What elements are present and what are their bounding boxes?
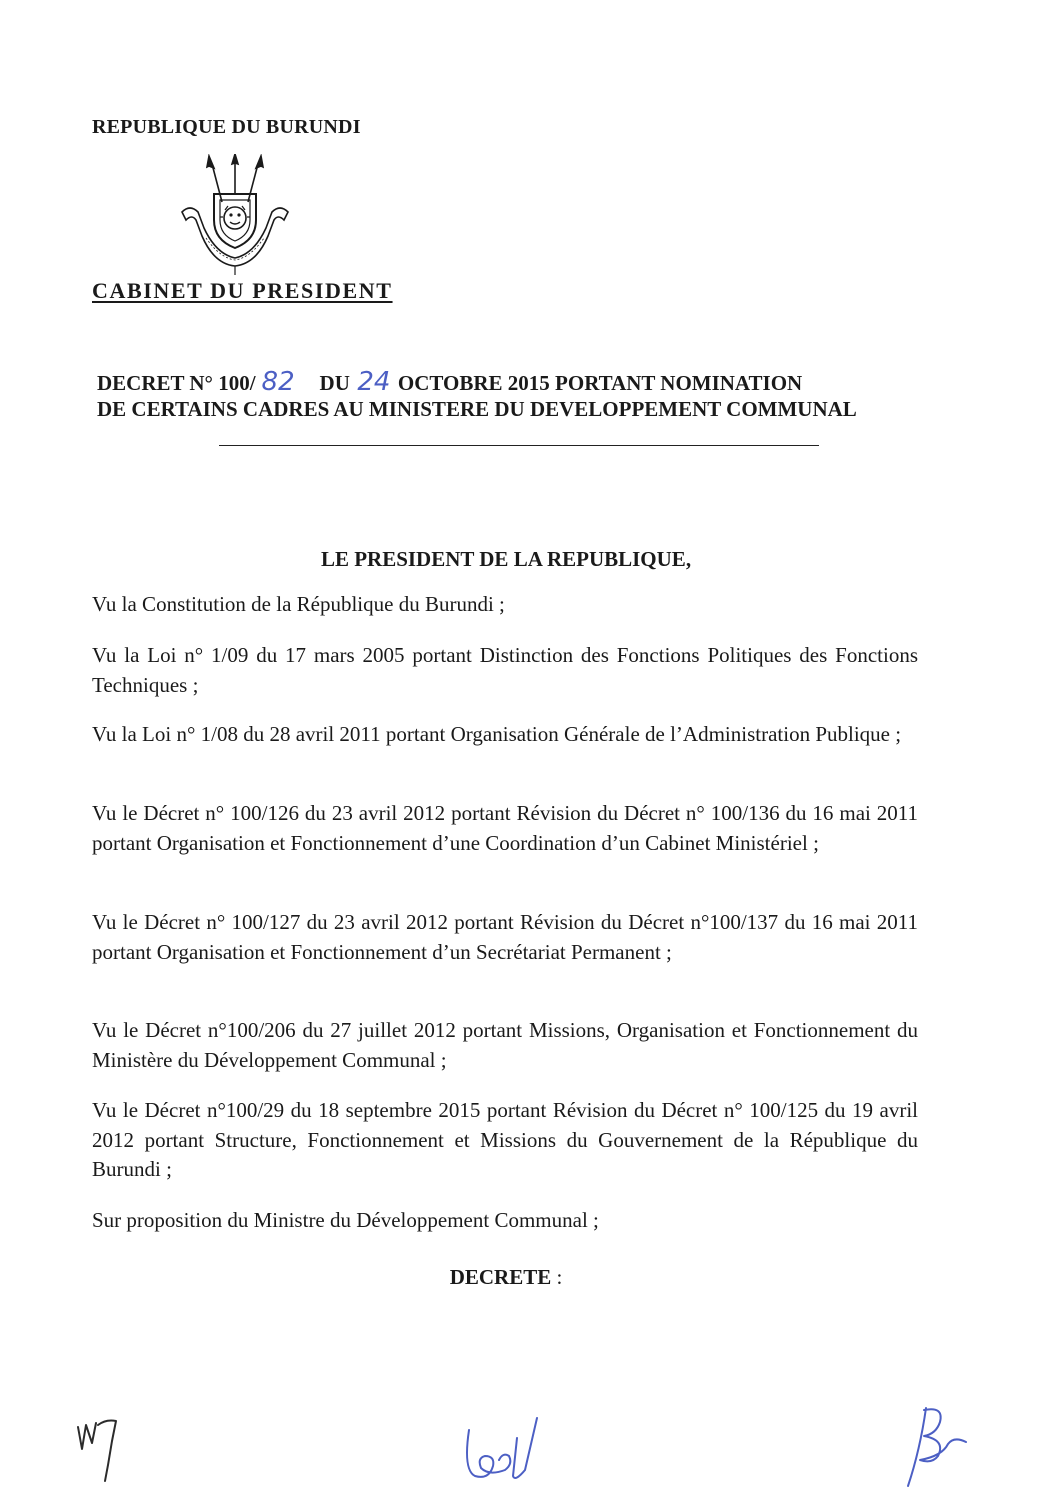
decrete-colon: : — [556, 1265, 563, 1289]
president-heading: LE PRESIDENT DE LA REPUBLIQUE, — [320, 547, 692, 571]
cabinet-heading: CABINET DU PRESIDENT — [92, 278, 393, 303]
decree-title-line-1 — [97, 367, 802, 397]
initials-right-signature — [880, 1400, 980, 1490]
decree-number-prefix: DECRET N° 100/ — [97, 371, 256, 395]
considerant-paragraph: Vu le Décret n°100/29 du 18 septembre 2015 portant Révision du Décret n° 100/125 du 19 avril 2012 portant Structure, Fonctionnement et Missions du Gouvernement de la République du Burundi ; — [92, 1098, 918, 1181]
initials-left-signature — [72, 1405, 142, 1485]
considerant-paragraph: Vu le Décret n° 100/127 du 23 avril 2012 portant Révision du Décret n°100/137 du 16 mai 2011 portant Organisation et Fonctionnement d’un Secrétariat Permanent ; — [92, 910, 918, 964]
considerant-paragraph: Vu la Loi n° 1/09 du 17 mars 2005 portant Distinction des Fonctions Politiques des Fonctions Techniques ; — [92, 643, 918, 697]
handwritten-decree-day: 24 — [357, 367, 391, 397]
decree-du: DU — [319, 371, 350, 395]
decrete-label: DECRETE — [449, 1265, 552, 1289]
decree-title-line-2: DE CERTAINS CADRES AU MINISTERE DU DEVELOPPEMENT COMMUNAL — [97, 397, 857, 421]
decrete-heading — [0, 1265, 1012, 1290]
proposition-paragraph: Sur proposition du Ministre du Développement Communal ; — [92, 1208, 599, 1232]
considerant-paragraph: Vu la Loi n° 1/08 du 28 avril 2011 portant Organisation Générale de l’Administration Publique ; — [92, 722, 902, 746]
decree-title-suffix: OCTOBRE 2015 PORTANT NOMINATION — [397, 371, 803, 395]
title-divider — [219, 445, 819, 446]
handwritten-decree-number: 82 — [261, 367, 295, 397]
initials-center-signature — [455, 1410, 555, 1490]
coat-of-arms-emblem — [176, 154, 294, 276]
considerant-paragraph: Vu la Constitution de la République du Burundi ; — [92, 592, 505, 616]
considerant-paragraph: Vu le Décret n°100/206 du 27 juillet 2012 portant Missions, Organisation et Fonctionnement du Ministère du Développement Communal ; — [92, 1018, 918, 1072]
considerant-paragraph: Vu le Décret n° 100/126 du 23 avril 2012 portant Révision du Décret n° 100/136 du 16 mai 2011 portant Organisation et Fonctionnement d’une Coordination d’un Cabinet Ministériel ; — [92, 801, 918, 855]
republic-heading: REPUBLIQUE DU BURUNDI — [92, 116, 361, 138]
